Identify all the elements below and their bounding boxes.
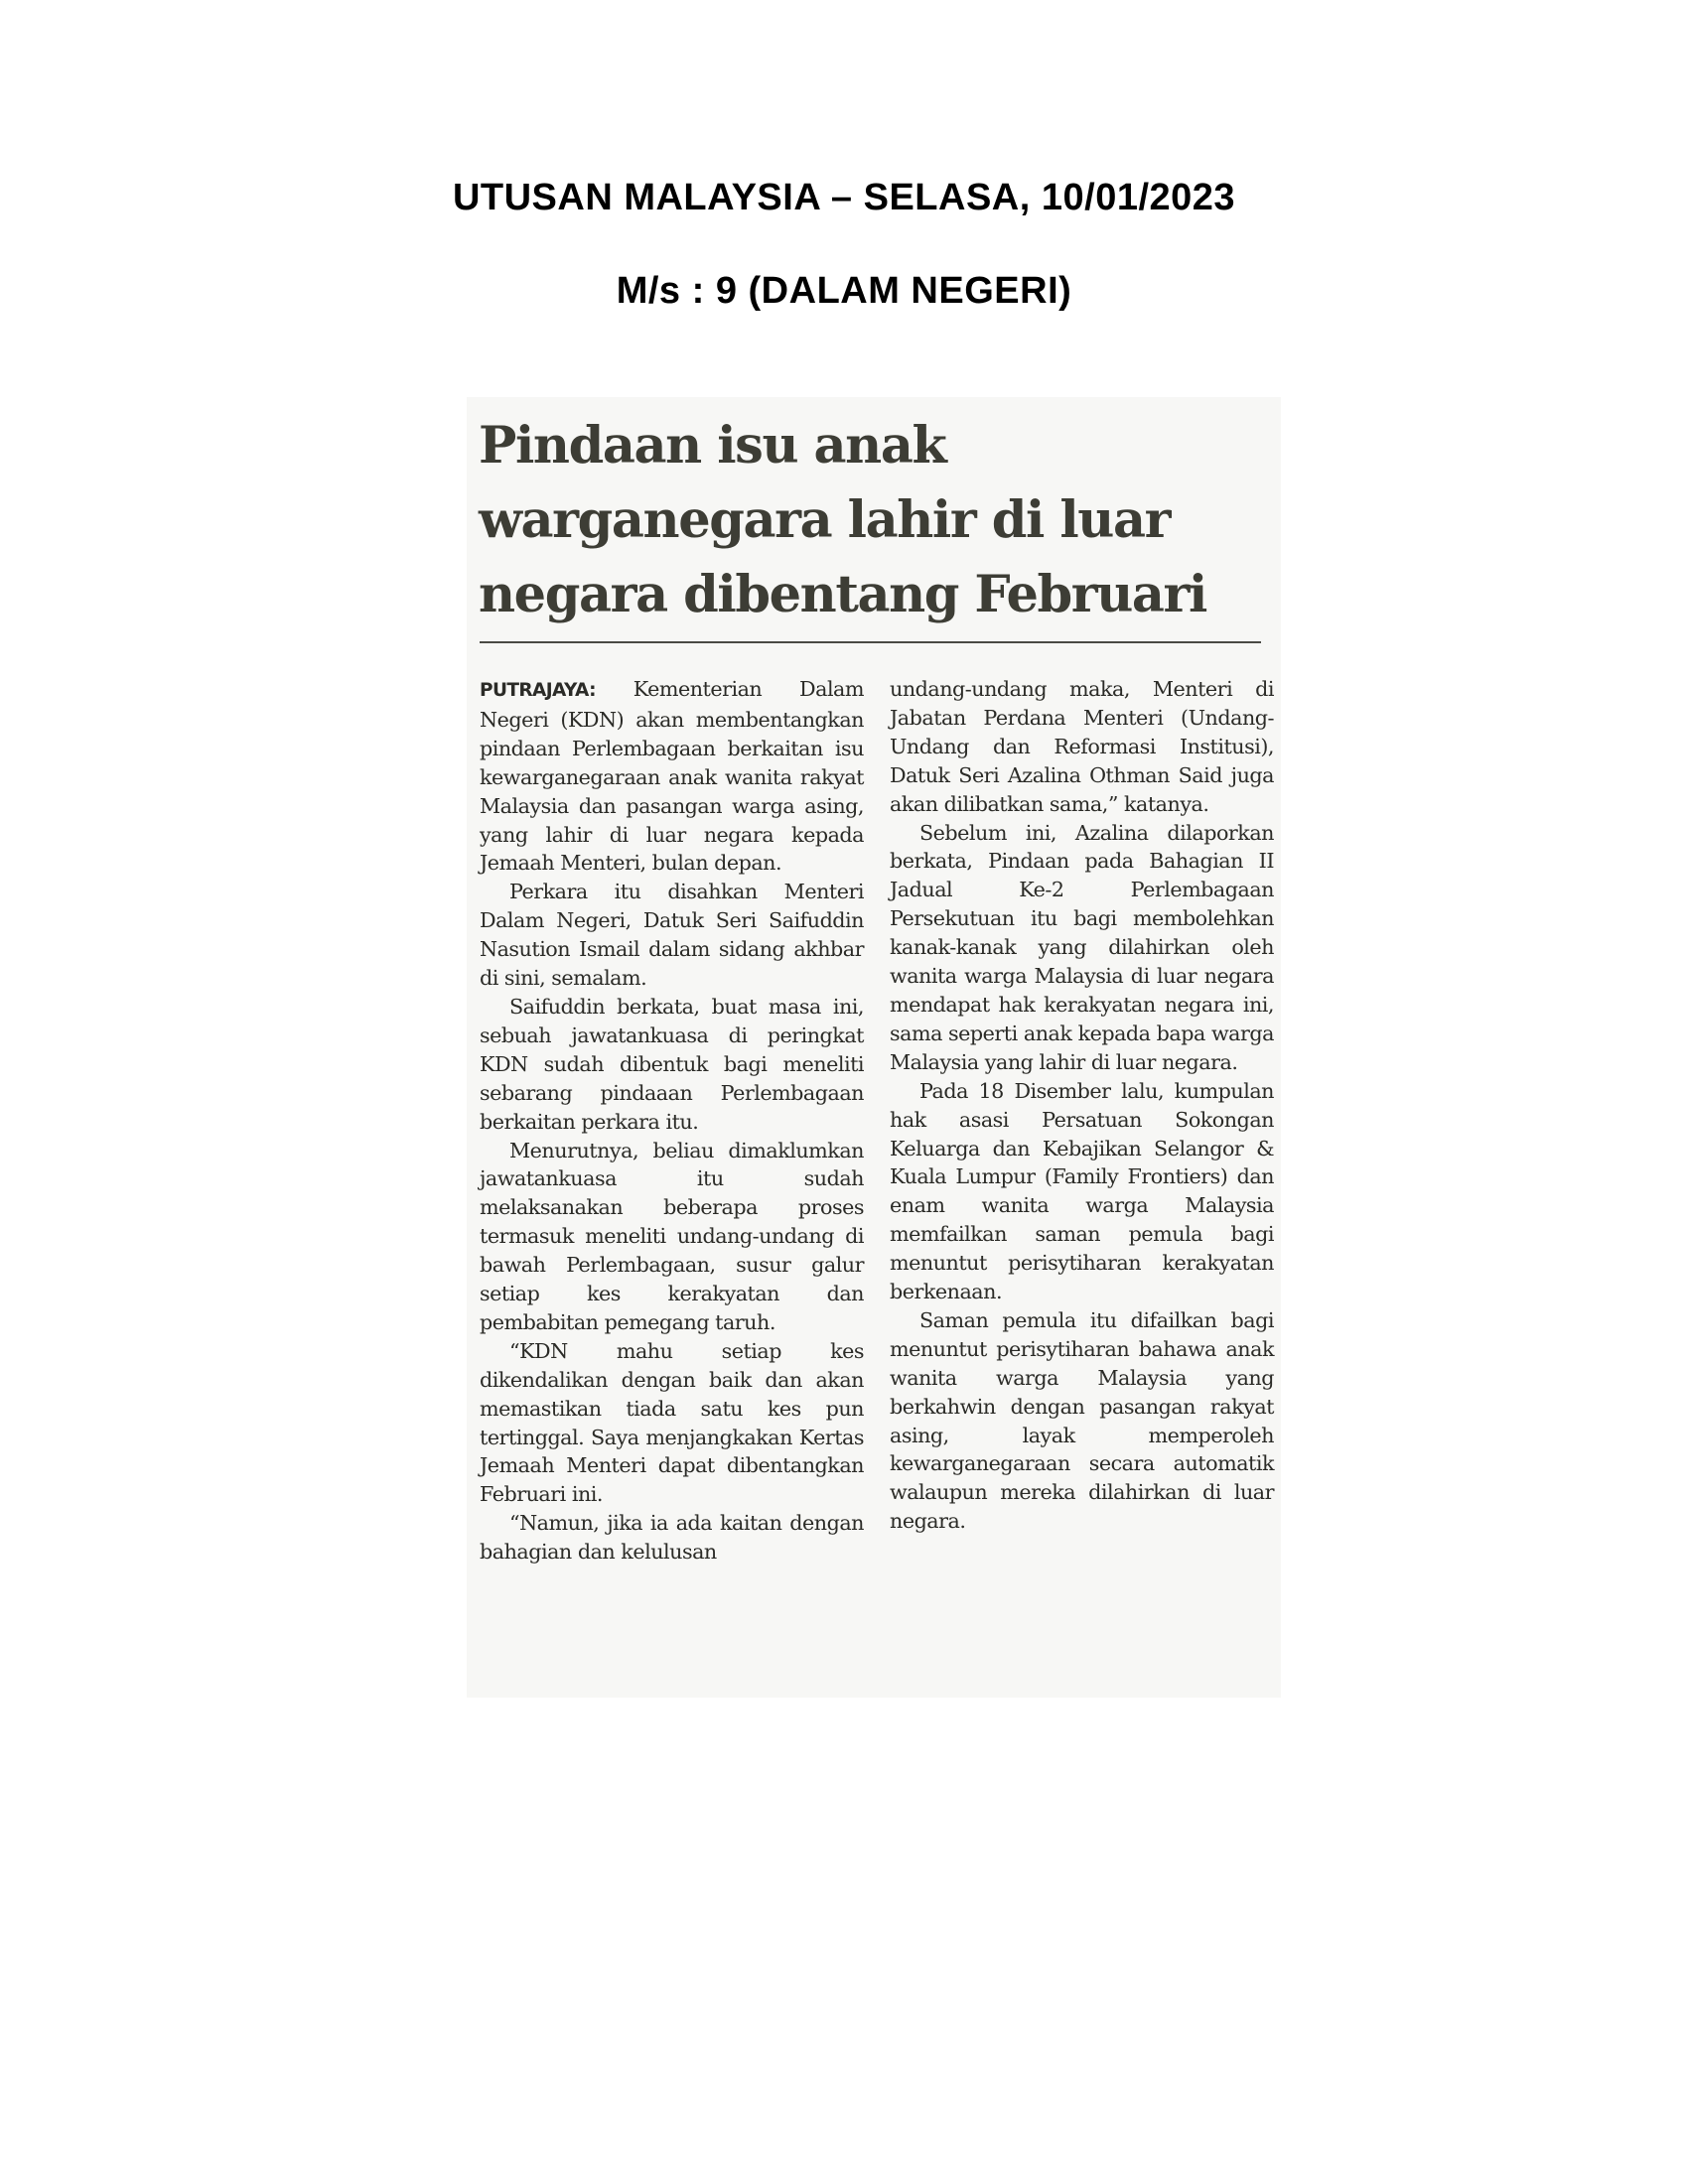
headline-divider	[480, 641, 1261, 643]
article-paragraph: Menurutnya, beliau dimaklumkan jawatankuasa itu sudah melaksanakan beberapa proses termasuk meneliti undang-undang di bawah Perlembagaan, susur galur setiap kes kerakyatan dan pembabitan pemegang taruh.	[480, 1138, 864, 1334]
article-paragraph	[480, 675, 864, 878]
article-column-right	[890, 675, 1274, 1536]
article-column-left	[480, 675, 864, 1567]
article-paragraph: undang-undang maka, Menteri di Jabatan Perdana Menteri (Undang-Undang dan Reformasi Institusi), Datuk Seri Azalina Othman Said juga akan dilibatkan sama,” katanya.	[890, 677, 1274, 816]
article-paragraph: Sebelum ini, Azalina dilaporkan berkata, Pindaan pada Bahagian II Jadual Ke-2 Perlembagaan Persekutuan itu bagi membolehkan kanak-kanak yang dilahirkan oleh wanita warga Malaysia di luar negara mendapat hak kerakyatan negara ini, sama seperti anak kepada bapa warga Malaysia yang lahir di luar negara.	[890, 820, 1274, 1074]
dateline: PUTRAJAYA:	[480, 680, 596, 701]
page-section-header: M/s : 9 (DALAM NEGERI)	[616, 270, 1072, 312]
article-headline	[479, 409, 1273, 632]
article-paragraph: Saman pemula itu difailkan bagi menuntut perisytiharan bahawa anak wanita warga Malaysia yang berkahwin dengan pasangan rakyat asing, layak memperoleh kewarganegaraan secara automatik walaupun mereka dilahirkan di luar negara.	[890, 1307, 1274, 1534]
article-paragraph: Pada 18 Disember lalu, kumpulan hak asasi Persatuan Sokongan Keluarga dan Kebajikan Selangor & Kuala Lumpur (Family Frontiers) dan enam wanita warga Malaysia memfailkan saman pemula bagi menuntut perisytiharan kerakyatan berkenaan.	[890, 1078, 1274, 1304]
headline-line: negara dibentang Februari	[479, 565, 1206, 624]
headline-line: Pindaan isu anak	[479, 416, 946, 476]
paragraph-text: Kementerian Dalam Negeri (KDN) akan membentangkan pindaan Perlembagaan berkaitan isu kewarganegaraan anak wanita rakyat Malaysia dan pasangan warga asing, yang lahir di luar negara kepada Jemaah Menteri, bulan depan.	[480, 677, 865, 876]
publication-date-header: UTUSAN MALAYSIA – SELASA, 10/01/2023	[452, 177, 1236, 218]
article-paragraph: Perkara itu disahkan Menteri Dalam Negeri, Datuk Seri Saifuddin Nasution Ismail dalam sidang akhbar di sini, semalam.	[480, 880, 864, 991]
article-paragraph: “Namun, jika ia ada kaitan dengan bahagian dan kelulusan	[480, 1511, 864, 1565]
article-paragraph: “KDN mahu setiap kes dikendalikan dengan baik dan akan memastikan tiada satu kes pun tertinggal. Saya menjangkakan Kertas Jemaah Menteri dapat dibentangkan Februari ini.	[480, 1338, 864, 1507]
article-paragraph: Saifuddin berkata, buat masa ini, sebuah jawatankuasa di peringkat KDN sudah dibentuk bagi meneliti sebarang pindaaan Perlembagaan berkaitan perkara itu.	[480, 994, 864, 1134]
headline-line: warganegara lahir di luar	[479, 490, 1171, 550]
